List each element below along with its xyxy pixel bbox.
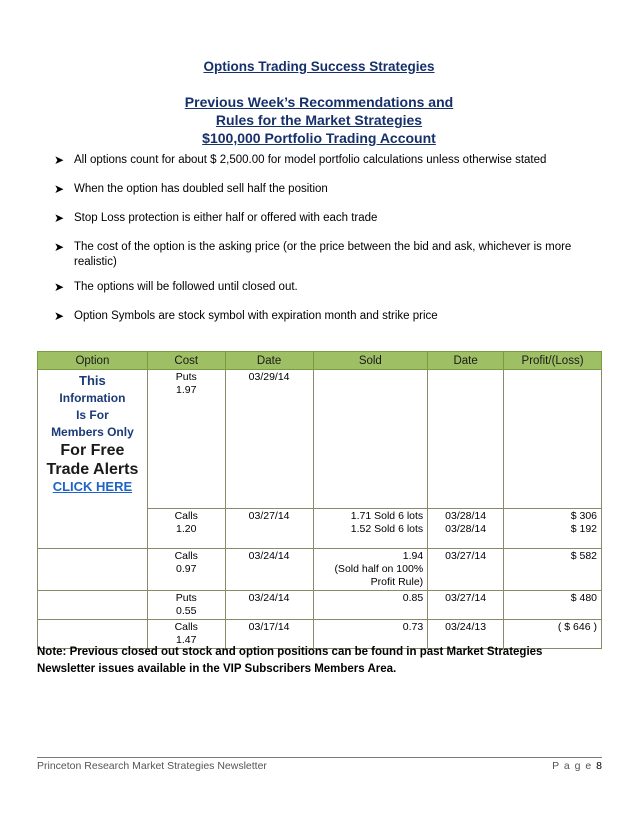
table-header-row bbox=[38, 352, 602, 370]
promo-line: Trade Alerts bbox=[46, 461, 139, 478]
open-date-cell: 03/24/14 bbox=[225, 591, 313, 620]
promo-line: This bbox=[79, 373, 106, 388]
rules-list bbox=[54, 153, 614, 338]
arrow-bullet-icon: ➤ bbox=[54, 280, 65, 294]
column-header-close-date: Date bbox=[428, 352, 504, 370]
closing-note: Note: Previous closed out stock and option positions can be found in past Market Strategies Newsletter issues available in the VIP Subscribers Members Area. bbox=[37, 646, 543, 675]
promo-line: For Free bbox=[60, 442, 125, 459]
close-date-cell: 03/28/14 03/28/14 bbox=[428, 509, 504, 549]
arrow-bullet-icon: ➤ bbox=[54, 182, 65, 196]
promo-line: Is For bbox=[76, 408, 109, 422]
rule-item: ➤ When the option has doubled sell half the position bbox=[54, 182, 328, 196]
profit-cell: $ 306 $ 192 bbox=[504, 509, 602, 549]
arrow-bullet-icon: ➤ bbox=[54, 153, 65, 167]
page-title: Options Trading Success Strategies bbox=[203, 59, 435, 74]
rule-item: ➤ Stop Loss protection is either half or offered with each trade bbox=[54, 211, 378, 225]
options-table bbox=[37, 351, 602, 649]
profit-cell: $ 480 bbox=[504, 591, 602, 620]
column-header-profit-loss: Profit/(Loss) bbox=[504, 352, 602, 370]
rule-item: ➤ All options count for about $ 2,500.00 for model portfolio calculations unless otherwise stated bbox=[54, 153, 547, 167]
close-date-cell bbox=[428, 370, 504, 509]
sold-cell bbox=[313, 370, 428, 509]
profit-cell: ( $ 646 ) bbox=[504, 620, 602, 649]
rule-item: ➤ Option Symbols are stock symbol with expiration month and strike price bbox=[54, 309, 438, 323]
cost-cell: Calls 1.20 bbox=[147, 509, 225, 549]
members-only-promo-cell bbox=[38, 370, 148, 549]
column-header-cost: Cost bbox=[147, 352, 225, 370]
arrow-bullet-icon: ➤ bbox=[54, 240, 65, 254]
close-date-cell: 03/24/13 bbox=[428, 620, 504, 649]
profit-cell bbox=[504, 370, 602, 509]
sold-cell: 1.94 (Sold half on 100% Profit Rule) bbox=[313, 549, 428, 591]
promo-line: Members Only bbox=[51, 425, 134, 439]
rule-item: ➤ The options will be followed until closed out. bbox=[54, 280, 298, 294]
sold-cell: 1.71 Sold 6 lots 1.52 Sold 6 lots bbox=[313, 509, 428, 549]
close-date-cell: 03/27/14 bbox=[428, 591, 504, 620]
table-row bbox=[38, 549, 602, 591]
open-date-cell: 03/29/14 bbox=[225, 370, 313, 509]
subtitle-line-1: Previous Week’s Recommendations and bbox=[184, 94, 454, 110]
footer-page-indicator: P a g e 8 bbox=[552, 760, 602, 772]
cost-cell: Puts 1.97 bbox=[147, 370, 225, 509]
promo-line: Information bbox=[59, 391, 126, 405]
rule-item: ➤ The cost of the option is the asking price (or the price between the bid and ask, whichever is more realistic) bbox=[54, 240, 572, 268]
sold-cell: 0.85 bbox=[313, 591, 428, 620]
subtitle-line-3: $100,000 Portfolio Trading Account bbox=[202, 130, 436, 146]
subtitle-line-2: Rules for the Market Strategies bbox=[215, 112, 423, 128]
open-date-cell: 03/27/14 bbox=[225, 509, 313, 549]
sold-cell: 0.73 bbox=[313, 620, 428, 649]
open-date-cell: 03/17/14 bbox=[225, 620, 313, 649]
cost-cell: Puts 0.55 bbox=[147, 591, 225, 620]
arrow-bullet-icon: ➤ bbox=[54, 211, 65, 225]
close-date-cell: 03/27/14 bbox=[428, 549, 504, 591]
page-footer bbox=[37, 757, 602, 772]
arrow-bullet-icon: ➤ bbox=[54, 309, 65, 323]
footer-newsletter-name: Princeton Research Market Strategies Newsletter bbox=[37, 760, 267, 772]
profit-cell: $ 582 bbox=[504, 549, 602, 591]
cost-cell: Calls 1.47 bbox=[147, 620, 225, 649]
open-date-cell: 03/24/14 bbox=[225, 549, 313, 591]
column-header-sold: Sold bbox=[313, 352, 428, 370]
click-here-link[interactable]: CLICK HERE bbox=[52, 479, 133, 494]
column-header-option: Option bbox=[38, 352, 148, 370]
table-row bbox=[38, 370, 602, 509]
column-header-date: Date bbox=[225, 352, 313, 370]
page-number: 8 bbox=[596, 760, 602, 772]
table-row bbox=[38, 591, 602, 620]
option-cell bbox=[38, 591, 148, 620]
option-cell bbox=[38, 549, 148, 591]
cost-cell: Calls 0.97 bbox=[147, 549, 225, 591]
subtitle-block bbox=[0, 93, 638, 147]
